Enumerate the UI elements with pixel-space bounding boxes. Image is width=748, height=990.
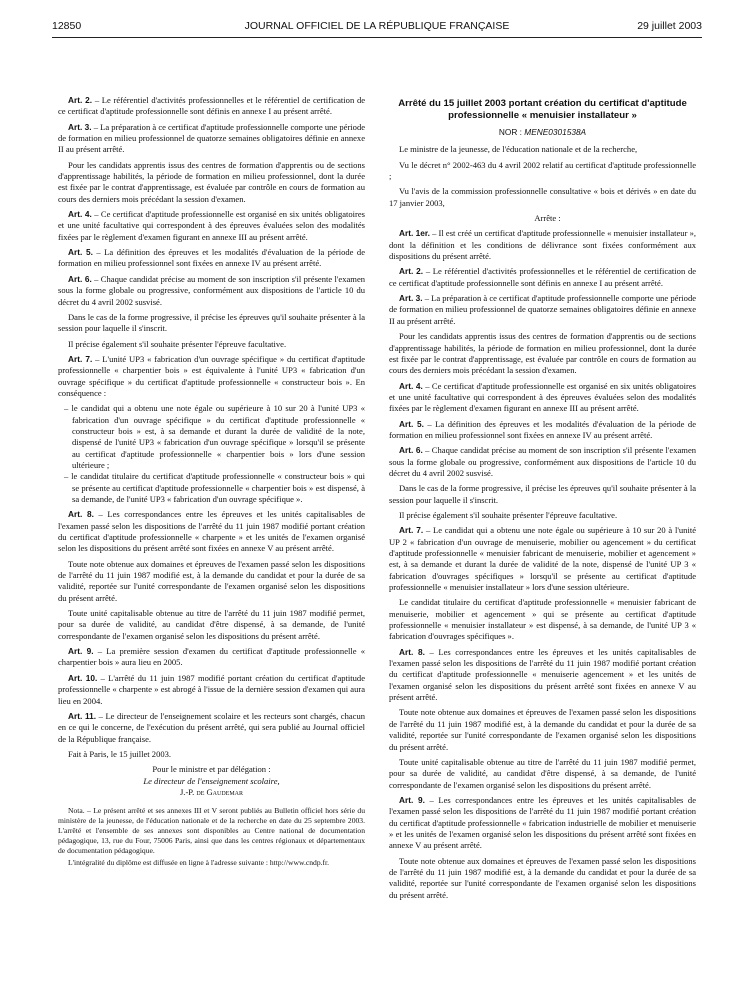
nota-paragraph: Nota. – Le présent arrêté et ses annexes III et V seront publiés au Bulletin officiel hors série du ministère de la jeunesse, de l'éducation nationale et de la recherche en date du 25 septembre 2003. L'arrêté et l'ensemble de ses annexes sont disponibles au Centre national de documentation pédagogique, 13, rue du Four, 75006 Paris, ainsi que dans les centres régionaux et départementaux de documentation pédagogique. xyxy=(58,806,365,856)
paragraph-text: – La première session d'examen du certificat d'aptitude professionnelle « charpentier bois » aura lieu en 2005. xyxy=(58,646,366,668)
nota-paragraph: L'intégralité du diplôme est diffusée en ligne à l'adresse suivante : http://www.cndp.fr. xyxy=(68,858,330,868)
paragraph xyxy=(58,608,365,642)
paragraph xyxy=(389,483,696,506)
paragraph-text: Le candidat titulaire du certificat d'aptitude professionnelle « menuisier fabricant de menuiserie, mobilier et agencement » qui se présente au certificat d'aptitude professionnelle « menuisier installateur » est dispensé, à sa demande, de l'unité UP 3 « fabrication d'ouvrages spécifiques ». xyxy=(389,597,696,642)
paragraph xyxy=(389,331,696,376)
paragraph xyxy=(389,757,696,791)
paragraph-text: Toute note obtenue aux domaines et épreuves de l'examen passé selon les dispositions de l'arrêté du 11 juin 1987 modifié est, à la demande du candidat et pour la durée de sa validité, reportée sur l'unité correspondante de l'examen organisé selon les dispositions du présent arrêté. xyxy=(389,855,696,900)
article-number: Art. 8. xyxy=(68,509,94,520)
article-paragraph xyxy=(58,95,365,118)
article-number: Art. 2. xyxy=(68,95,93,105)
paragraph-text: – Le candidat qui a obtenu une note égale ou supérieure à 10 sur 20 à l'unité UP 2 « fabrication d'un ouvrage de menuiserie, mobilier ou agencement » du certificat d'aptitude professionnelle « menuisier fabricant de menuiserie, mobilier et agencement » est, à sa demande et durant la durée de validité de la note, dispensé de l'unité UP 3 « fabrication d'ouvrages spécifiques » lorsqu'il se présente au certificat d'aptitude professionnelle « menuisier installateur » lors d'une session ultérieure. xyxy=(389,525,697,593)
left-column xyxy=(58,95,365,870)
paragraph-text: Toute unité capitalisable obtenue au titre de l'arrêté du 11 juin 1987 modifié permet, pour sa durée de validité, au candidat d'être dispensé, à sa demande, de l'unité correspondante de l'examen organisé selon les dispositions du présent arrêté. xyxy=(389,756,696,790)
paragraph-text: Toute note obtenue aux domaines et épreuves de l'examen passé selon les dispositions de l'arrêté du 11 juin 1987 modifié est, à la demande du candidat et pour la durée de sa validité, reportée sur l'unité correspondante de l'examen organisé selon les dispositions du présent arrêté. xyxy=(58,558,365,603)
paragraph xyxy=(58,339,365,350)
paragraph-text: – Chaque candidat précise au moment de son inscription s'il présente l'examen sous la forme globale ou progressive, conformément aux dispositions de l'article 10 du décret du 4 avril 2002 susvisé. xyxy=(58,273,366,307)
paragraph-text: Pour les candidats apprentis issus des centres de formation d'apprentis ou de sections d'apprentissage habilités, la période de formation en milieu professionnel, dont la durée est fixée par le contrat d'apprentissage, est évaluée par contrôle en cours de formation au cours des derniers mois précédant la session d'examen. xyxy=(389,331,696,376)
paragraph-text: Toute note obtenue aux domaines et épreuves de l'examen passé selon les dispositions de l'arrêté du 11 juin 1987 modifié est, à la demande du candidat et pour la durée de sa validité, reportée sur l'unité correspondante de l'examen organisé selon les dispositions du présent arrêté. xyxy=(389,707,696,752)
article-paragraph xyxy=(58,274,365,308)
article-number: Art. 6. xyxy=(399,445,423,456)
nor-code: MENE0301538A xyxy=(524,127,587,137)
article-paragraph xyxy=(389,266,696,289)
header-rule xyxy=(52,37,702,38)
list-item: – le candidat titulaire du certificat d'aptitude professionnelle « constructeur bois » qui se présente au certificat d'aptitude professionnelle « charpentier bois » est dispensé, à sa demande, de l'unité UP3 « fabrication d'un ouvrage spécifique ». xyxy=(64,471,365,504)
paragraph-text: Vu le décret n° 2002-463 du 4 avril 2002 relatif au certificat d'aptitude professionnelle ; xyxy=(389,159,696,182)
article-number: Art. 9. xyxy=(399,794,425,805)
journal-title: JOURNAL OFFICIEL DE LA RÉPUBLIQUE FRANÇAISE xyxy=(244,20,510,32)
paragraph-text: Toute unité capitalisable obtenue au titre de l'arrêté du 11 juin 1987 modifié permet, pour sa durée de validité, au candidat d'être dispensé, à sa demande, de l'unité correspondante de l'examen organisé selon les dispositions du présent arrêté. xyxy=(58,608,365,641)
article-paragraph xyxy=(58,509,365,554)
paragraph-text: – Le référentiel d'activités professionnelles et le référentiel de certification de ce certificat d'aptitude professionnelle sont définis en annexe I au présent arrêté. xyxy=(389,266,697,288)
article-paragraph xyxy=(58,354,365,399)
article-paragraph xyxy=(389,381,696,415)
paragraph-text: – La préparation à ce certificat d'aptitude professionnelle comporte une période de formation en milieu professionnel de quatorze semaines obligatoires définie en annexe II au présent arrêté. xyxy=(58,121,366,155)
paragraph xyxy=(58,160,365,205)
paragraph-text: – Ce certificat d'aptitude professionnelle est organisé en six unités obligatoires et une unité facultative qui correspondent à des épreuves évaluées selon des modalités fixées par le règlement d'examen figurant en annexe III au présent arrêté. xyxy=(389,380,696,414)
paragraph-text: – L'arrêté du 11 juin 1987 modifié portant création du certificat d'aptitude professionnelle « charpente » est abrogé à l'issue de la dernière session d'examen qui aura lieu en 2004. xyxy=(58,672,365,706)
paragraph-text: – La définition des épreuves et les modalités d'évaluation de la période de formation en milieu professionnel sont fixées en annexe IV au présent arrêté. xyxy=(58,247,366,269)
article-paragraph xyxy=(389,293,696,327)
article-number: Art. 1er. xyxy=(399,228,430,239)
signature-line3: J.-P. de Gaudemar xyxy=(179,786,244,797)
paragraph-text: Il précise également s'il souhaite présenter l'épreuve facultative. xyxy=(68,338,287,349)
article-number: Art. 6. xyxy=(68,273,92,284)
issue-date: 29 juillet 2003 xyxy=(637,20,702,32)
paragraph xyxy=(58,749,365,760)
paragraph xyxy=(389,707,696,752)
nor-reference xyxy=(389,127,696,138)
article-number: Art. 11. xyxy=(68,710,97,721)
article-number: Art. 4. xyxy=(399,380,423,391)
paragraph xyxy=(389,160,696,183)
paragraph-text: – Les correspondances entre les épreuves et les unités capitalisables de l'examen passé selon les dispositions de l'arrêté du 11 juin 1987 modifié portant création du certificat d'aptitude professionnelle « charpente » et les unités de l'examen organisé selon les dispositions du présent arrêté sont fixées en annexe V au présent arrêté. xyxy=(58,509,365,554)
paragraph-text: Le ministre de la jeunesse, de l'éducation nationale et de la recherche, xyxy=(399,144,638,155)
paragraph-text: Dans le cas de la forme progressive, il précise les épreuves qu'il souhaite présenter à la session pour laquelle il s'inscrit. xyxy=(58,311,365,334)
article-number: Art. 3. xyxy=(399,293,423,304)
paragraph xyxy=(389,510,696,521)
paragraph xyxy=(389,144,696,155)
article-paragraph xyxy=(58,122,365,156)
paragraph-text: Pour les candidats apprentis issus des centres de formation d'apprentis ou de sections d'apprentissage habilités, la période de formation en milieu professionnel, dont la durée est fixée par le contrat d'apprentissage, est évaluée par contrôle en cours de formation au cours des derniers mois précédant la session d'examen. xyxy=(58,159,365,204)
enactment-line xyxy=(389,213,696,224)
paragraph-text: – La définition des épreuves et les modalités d'évaluation de la période de formation en milieu professionnel sont fixées en annexe IV au présent arrêté. xyxy=(389,418,697,440)
paragraph-text: – Les correspondances entre les épreuves et les unités capitalisables de l'examen passé selon les dispositions de l'arrêté du 11 juin 1987 modifié portant création du certificat d'aptitude professionnelle « menuiserie agencement » et les unités de l'examen organisé selon les dispositions du présent arrêté sont fixées en annexe V au présent arrêté. xyxy=(389,646,696,703)
nota-section xyxy=(58,806,365,868)
article-number: Art. 7. xyxy=(399,525,424,536)
article-paragraph xyxy=(389,228,696,262)
paragraph-text: Vu l'avis de la commission professionnelle consultative « bois et dérivés » en date du 17 janvier 2003, xyxy=(389,186,696,208)
paragraph xyxy=(58,312,365,335)
article-paragraph xyxy=(58,711,365,745)
article-number: Art. 4. xyxy=(68,209,92,220)
signature-line1: Pour le ministre et par délégation : xyxy=(152,764,271,775)
article-number: Art. 5. xyxy=(68,247,93,258)
paragraph-text: Dans le cas de la forme progressive, il précise les épreuves qu'il souhaite présenter à la session pour laquelle il s'inscrit. xyxy=(389,483,696,505)
paragraph xyxy=(389,186,696,209)
paragraph-text: – Les correspondances entre les épreuves et les unités capitalisables de l'examen passé selon les dispositions de l'arrêté du 11 juin 1987 modifié portant création du certificat d'aptitude professionnelle « fabrication industrielle de mobilier et menuiserie » et les unités de l'examen organisé selon les dispositions du présent arrêté sont fixées en annexe V au présent arrêté. xyxy=(389,794,696,851)
paragraph-text: – Le référentiel d'activités professionnelles et le référentiel de certification de ce certificat d'aptitude professionnelle sont définis en annexe I au présent arrêté. xyxy=(58,95,366,117)
page-number: 12850 xyxy=(52,20,82,32)
article-paragraph xyxy=(389,445,696,479)
article-number: Art. 7. xyxy=(68,353,93,364)
bullet-list xyxy=(58,403,365,505)
article-paragraph xyxy=(389,525,696,593)
paragraph-text: – La préparation à ce certificat d'aptitude professionnelle comporte une période de formation en milieu professionnel de quatorze semaines obligatoires définie en annexe II au présent arrêté. xyxy=(389,293,697,326)
paragraph-text: Arrête : xyxy=(534,213,561,224)
paragraph-text: – Chaque candidat précise au moment de son inscription s'il présente l'examen sous la forme globale ou progressive, conformément aux dispositions de l'article 10 du décret du 4 avril 2002 susvisé. xyxy=(389,445,697,478)
paragraph-text: Il précise également s'il souhaite présenter l'épreuve facultative. xyxy=(399,509,618,520)
article-number: Art. 10. xyxy=(68,672,98,683)
paragraph xyxy=(389,597,696,642)
nor-label: NOR : xyxy=(498,127,522,137)
decree-body xyxy=(389,144,696,901)
signature-block xyxy=(58,764,365,798)
article-paragraph xyxy=(389,419,696,442)
list-item: – le candidat qui a obtenu une note égale ou supérieure à 10 sur 20 à l'unité UP3 « fabrication d'un ouvrage spécifique » du certificat d'aptitude professionnelle « constructeur bois » est, à sa demande et durant la durée de validité de la note, dispensé de l'unité UP3 « fabrication d'un ouvrage spécifique » lorsqu'il se présente au certificat d'aptitude professionnelle « charpentier bois » lors d'une session ultérieure ; xyxy=(64,403,365,470)
paragraph-text: – L'unité UP3 « fabrication d'un ouvrage spécifique » du certificat d'aptitude professionnelle « charpentier bois » est équivalente à l'unité UP3 « fabrication d'un ouvrage spécifique » du certificat d'aptitude professionnelle « constructeur bois ». En conséquence : xyxy=(58,353,365,398)
article-number: Art. 9. xyxy=(68,646,94,657)
article-paragraph xyxy=(58,247,365,270)
right-column xyxy=(389,98,696,905)
signature-line2: Le directeur de l'enseignement scolaire, xyxy=(143,775,280,786)
paragraph xyxy=(58,559,365,604)
article-paragraph xyxy=(58,209,365,243)
article-paragraph xyxy=(389,647,696,704)
article-paragraph xyxy=(389,795,696,852)
paragraph xyxy=(389,856,696,901)
paragraph-text: – Ce certificat d'aptitude professionnelle est organisé en six unités obligatoires et une unité facultative qui correspondent à des épreuves évaluées selon des modalités fixées par le règlement d'examen figurant en annexe III au présent arrêté. xyxy=(58,209,365,242)
article-paragraph xyxy=(58,646,365,669)
article-paragraph xyxy=(58,673,365,707)
paragraph-text: – Le directeur de l'enseignement scolaire et les recteurs sont chargés, chacun en ce qui le concerne, de l'exécution du présent arrêté, qui sera publié au Journal officiel de la République française. xyxy=(58,710,366,744)
paragraph-text: Fait à Paris, le 15 juillet 2003. xyxy=(68,748,172,759)
article-number: Art. 8. xyxy=(399,646,425,657)
paragraph-text: – Il est créé un certificat d'aptitude professionnelle « menuisier installateur », dont la définition et les conditions de délivrance sont fixées conformément aux dispositions du présent arrêté. xyxy=(389,228,696,262)
article-number: Art. 2. xyxy=(399,266,424,277)
decree-title: Arrêté du 15 juillet 2003 portant création du certificat d'aptitude professionnelle « menuisier installateur » xyxy=(398,98,687,121)
article-number: Art. 5. xyxy=(399,418,424,429)
article-number: Art. 3. xyxy=(68,121,92,132)
